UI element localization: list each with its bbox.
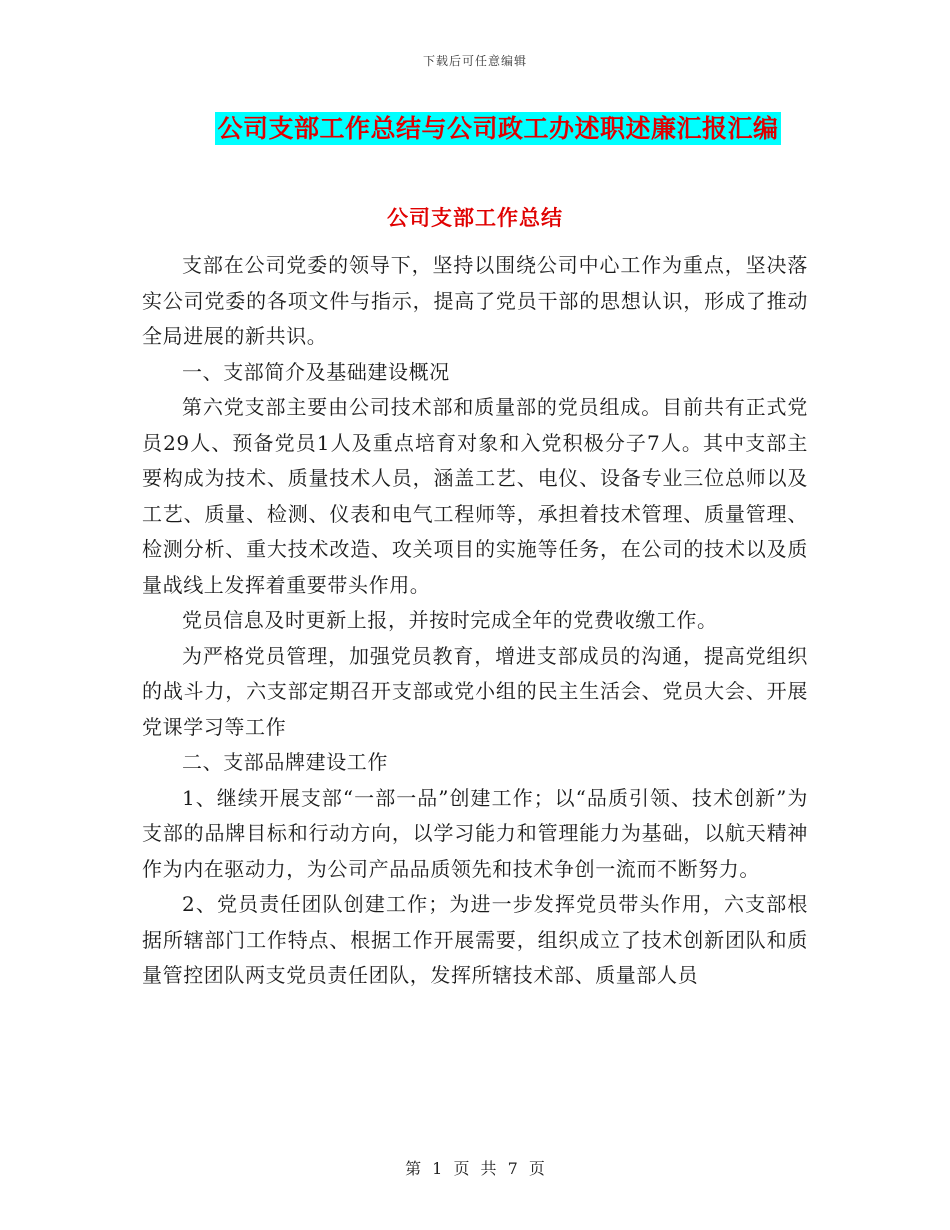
paragraph-intro: 支部在公司党委的领导下，坚持以围绕公司中心工作为重点，坚决落实公司党委的各项文件与指示，提高了党员干部的思想认识，形成了推动全局进展的新共识。 — [142, 253, 808, 348]
header-note: 下载后可任意编辑 — [422, 54, 527, 68]
heading-brand-building: 二、支部品牌建设工作 — [182, 750, 388, 774]
paragraph-member-management: 为严格党员管理，加强党员教育，增进支部成员的沟通，提高党组织的战斗力，六支部定期召开支部或党小组的民主生活会、党员大会、开展党课学习等工作 — [142, 643, 808, 739]
paragraph-brand-item-2: 2、党员责任团队创建工作；为进一步发挥党员带头作用，六支部根据所辖部门工作特点、根据工作开展需要，组织成立了技术创新团队和质量管控团队两支党员责任团队，发挥所辖技术部、质量部人员 — [142, 892, 808, 987]
paragraph-brand-item-1: 1、继续开展支部“一部一品”创建工作；以“品质引领、技术创新”为支部的品牌目标和行动方向，以学习能力和管理能力为基础，以航天精神作为内在驱动力，为公司产品品质领先和技术争创一流而不断努力。 — [142, 785, 808, 881]
page-number: 第 1 页 共 7 页 — [405, 1159, 545, 1178]
paragraph-member-info: 党员信息及时更新上报，并按时完成全年的党费收缴工作。 — [182, 608, 718, 632]
main-title-container — [0, 112, 950, 145]
paragraph-branch-composition: 第六党支部主要由公司技术部和质量部的党员组成。目前共有正式党员29人、预备党员1人及重点培育对象和入党积极分子7人。其中支部主要构成为技术、质量技术人员，涵盖工艺、电仪、设备专业三位总师以及工艺、质量、检测、仪表和电气工程师等，承担着技术管理、质量管理、检测分析、重大技术改造、攻关项目的实施等任务，在公司的技术以及质量战线上发挥着重要带头作用。 — [142, 395, 808, 597]
section-title: 公司支部工作总结 — [387, 206, 563, 230]
main-title: 公司支部工作总结与公司政工办述职述廉汇报汇编 — [217, 114, 779, 143]
document-body — [142, 248, 808, 994]
heading-branch-overview: 一、支部简介及基础建设概况 — [182, 359, 450, 384]
